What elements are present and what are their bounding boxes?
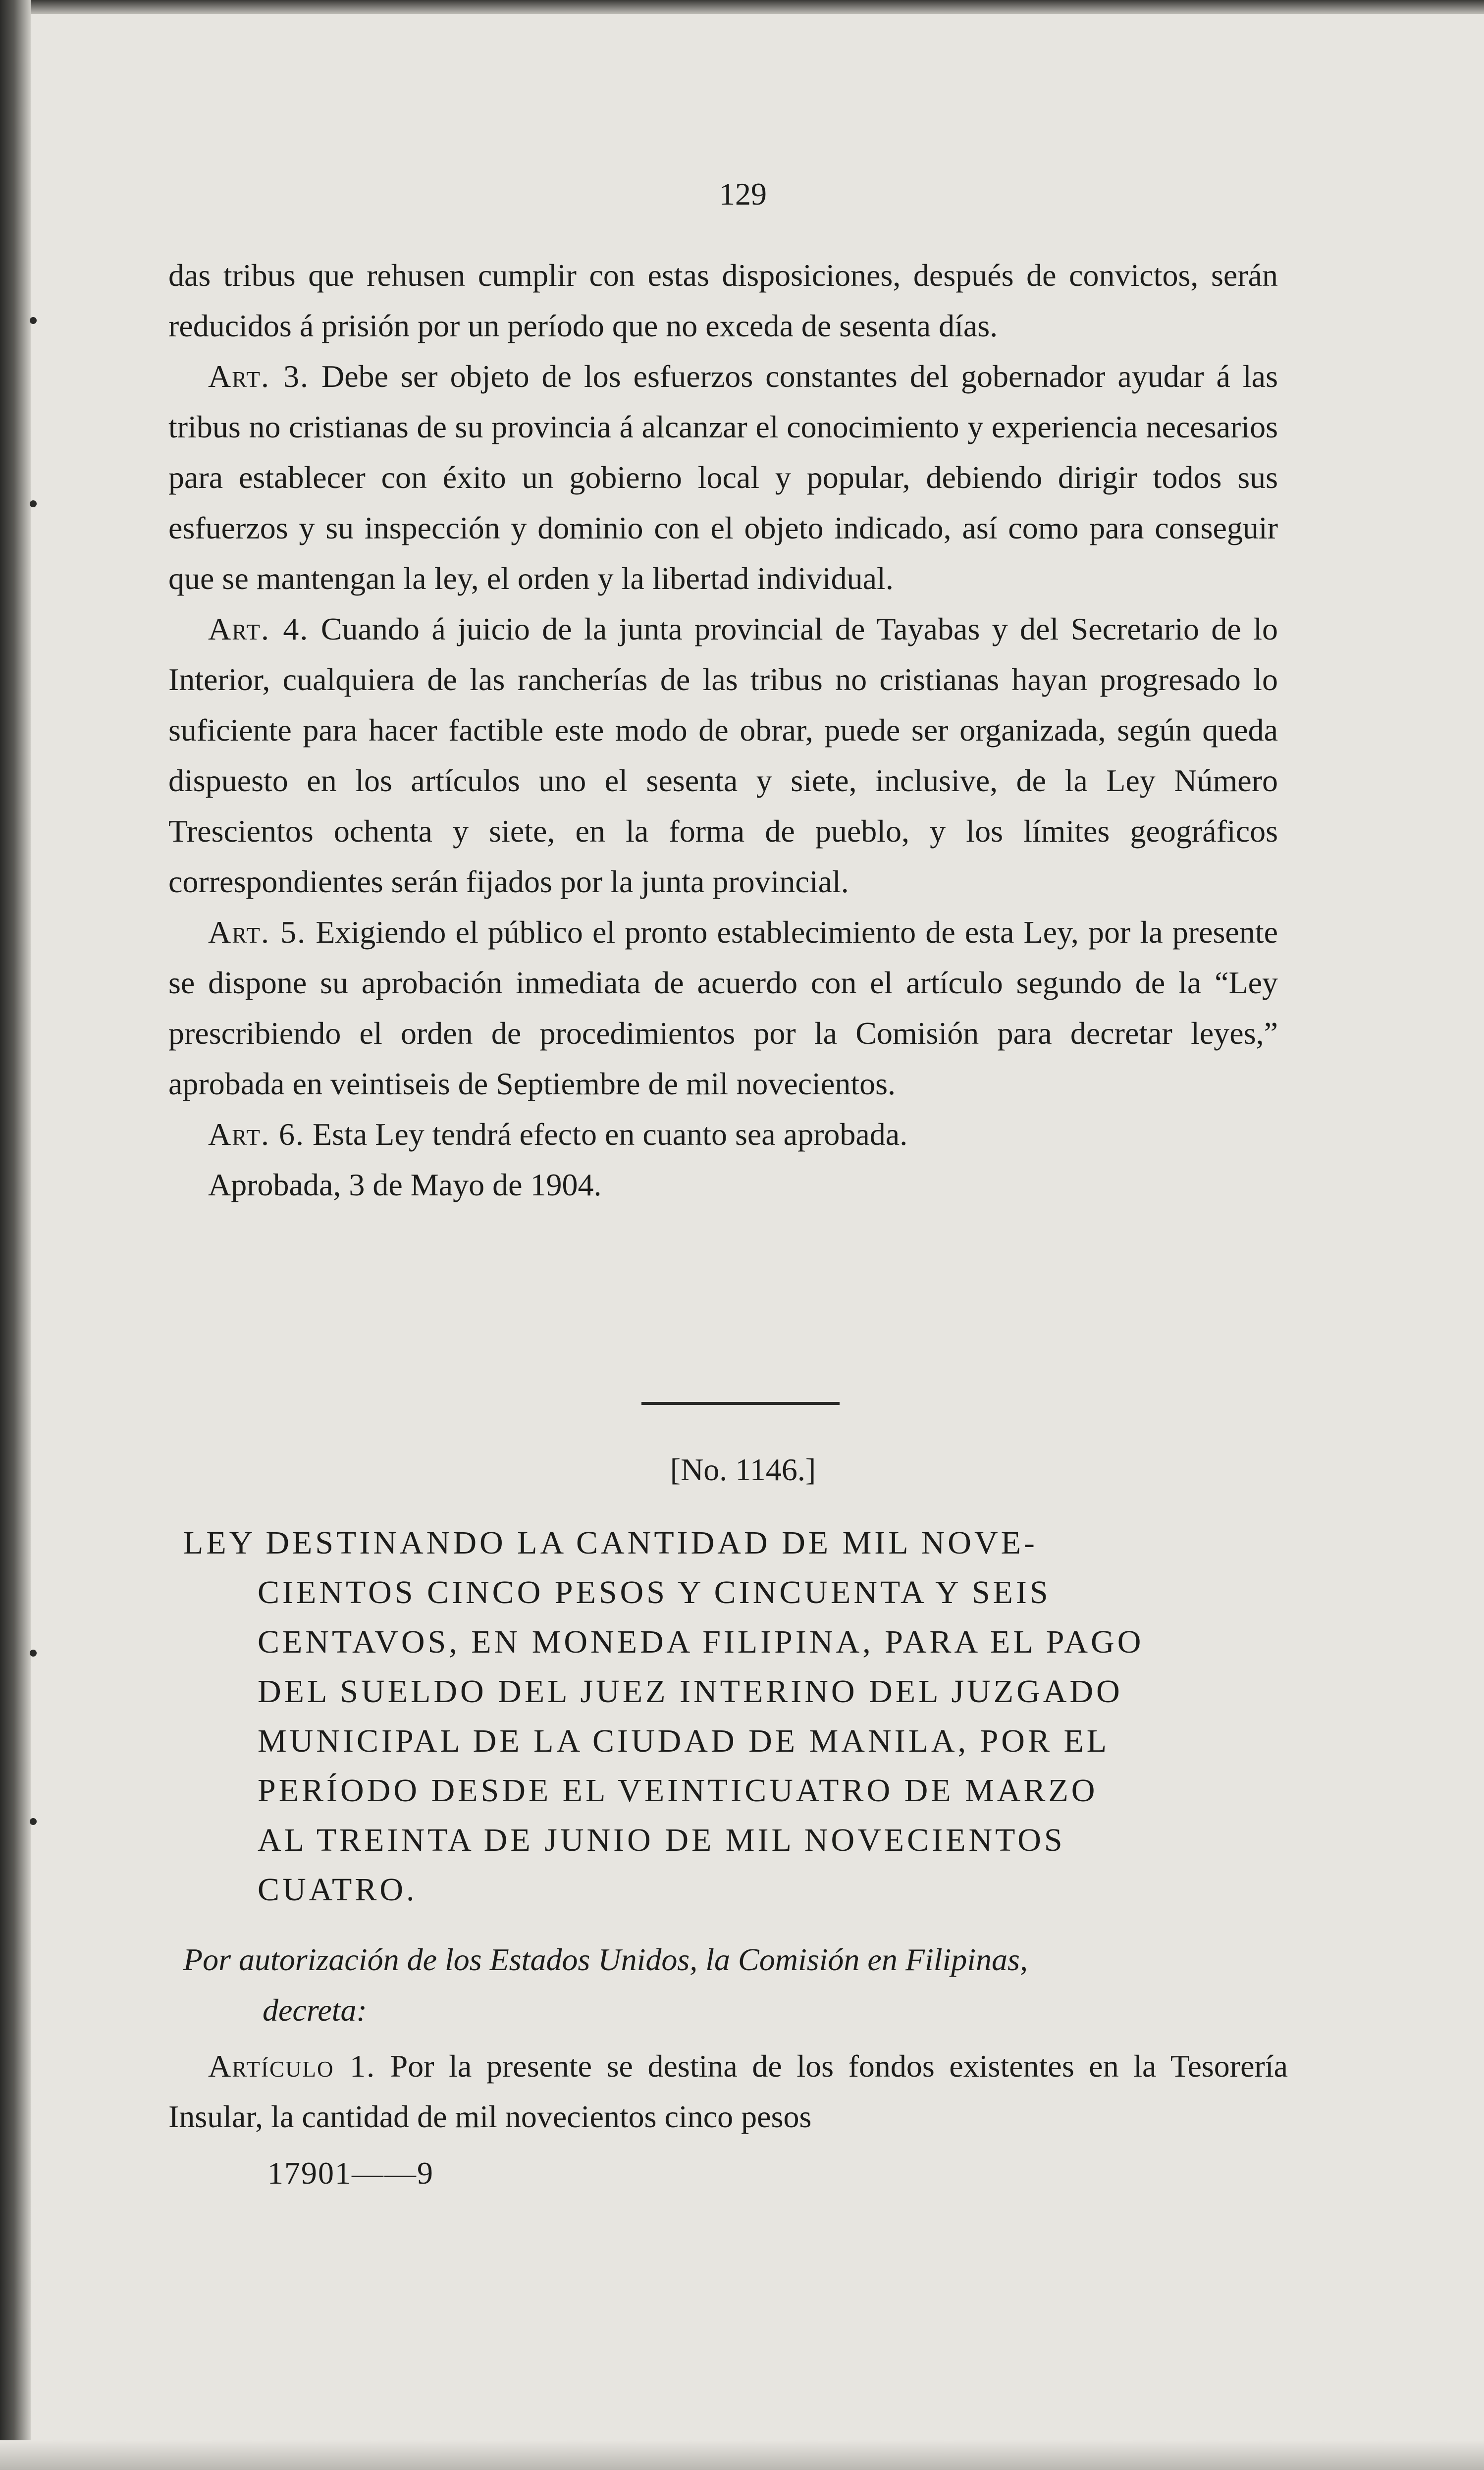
law-number: [No. 1146.] [670, 1452, 816, 1487]
margin-mark [30, 500, 37, 507]
article-label: Art. 6. [208, 1117, 305, 1152]
paragraph [168, 907, 1278, 1109]
approval-date [168, 1160, 1278, 1210]
paragraph [168, 604, 1278, 907]
paragraph [168, 250, 1278, 351]
article-label: Art. 3. [208, 359, 309, 394]
article-label: Art. 5. [208, 914, 307, 950]
law-title-line: PERÍODO DESDE EL VEINTICUATRO DE MARZO [258, 1772, 1098, 1809]
law-title-line: MUNICIPAL DE LA CIUDAD DE MANILA, POR EL [258, 1723, 1110, 1759]
section-divider [641, 1402, 840, 1405]
law-title-line: CIENTOS CINCO PESOS Y CINCUENTA Y SEIS [258, 1574, 1051, 1611]
margin-mark [30, 317, 37, 324]
law-title-line: DEL SUELDO DEL JUEZ INTERINO DEL JUZGADO [258, 1673, 1123, 1710]
law-title-line: LEY DESTINANDO LA CANTIDAD DE MIL NOVE- [183, 1525, 1038, 1561]
law-title-line: CENTAVOS, EN MONEDA FILIPINA, PARA EL PAGO [258, 1624, 1144, 1660]
paragraph-text: Esta Ley tendrá efecto en cuanto sea aprobada. [313, 1117, 908, 1152]
paragraph-text: das tribus que rehusen cumplir con estas disposiciones, después de convictos, serán reducidos á prisión por un período que no exceda de sesenta días. [168, 258, 1278, 343]
law-title [183, 1518, 1303, 1915]
margin-mark [30, 1818, 37, 1825]
article-1 [168, 2041, 1288, 2142]
law-title-line: AL TREINTA DE JUNIO DE MIL NOVECIENTOS [258, 1822, 1065, 1858]
paragraph-text: Exigiendo el público el pronto establecimiento de esta Ley, por la presente se dispone su aprobación inmediata de acuerdo con el artículo segundo de la “Ley prescribiendo el orden de procedimientos por la Comisión para decretar leyes,” aprobada en veintiseis de Septiembre de mil novecientos. [168, 914, 1278, 1101]
paragraph [168, 2041, 1288, 2142]
decree-line: Por autorización de los Estados Unidos, la Comisión en Filipinas, [183, 1942, 1028, 1977]
article-label: Art. 4. [208, 611, 309, 646]
paragraph-text: Por la presente se destina de los fondos existentes en la Tesorería Insular, la cantidad de mil novecientos cinco pesos [168, 2048, 1288, 2134]
page-number: 129 [719, 176, 767, 212]
signature-mark: 17901——9 [267, 2155, 434, 2191]
paragraph-text: Aprobada, 3 de Mayo de 1904. [208, 1167, 602, 1202]
decree-line: decreta: [263, 1992, 367, 2028]
paragraph [168, 351, 1278, 604]
body-text [168, 250, 1278, 1210]
margin-mark [30, 1650, 37, 1657]
paragraph-text: Debe ser objeto de los esfuerzos constantes del gobernador ayudar á las tribus no cristianas de su provincia á alcanzar el conocimiento y experiencia necesarios para establecer con éxito un gobierno local y popular, debiendo dirigir todos sus esfuerzos y su inspección y dominio con el objeto indicado, así como para conseguir que se mantengan la ley, el orden y la libertad individual. [168, 359, 1278, 596]
decree-formula [183, 1934, 1303, 2036]
paragraph [168, 1109, 1278, 1160]
law-title-line: CUATRO. [258, 1872, 418, 1908]
paragraph-text: Cuando á juicio de la junta provincial de Tayabas y del Secretario de lo Interior, cualquiera de las rancherías de las tribus no cristianas hayan progresado lo suficiente para hacer factible este modo de obrar, puede ser organizada, según queda dispuesto en los artículos uno el sesenta y siete, inclusive, de la Ley Número Trescientos ochenta y siete, en la forma de pueblo, y los límites geográficos correspondientes serán fijados por la junta provincial. [168, 611, 1278, 899]
article-label: Artículo 1. [208, 2048, 376, 2084]
